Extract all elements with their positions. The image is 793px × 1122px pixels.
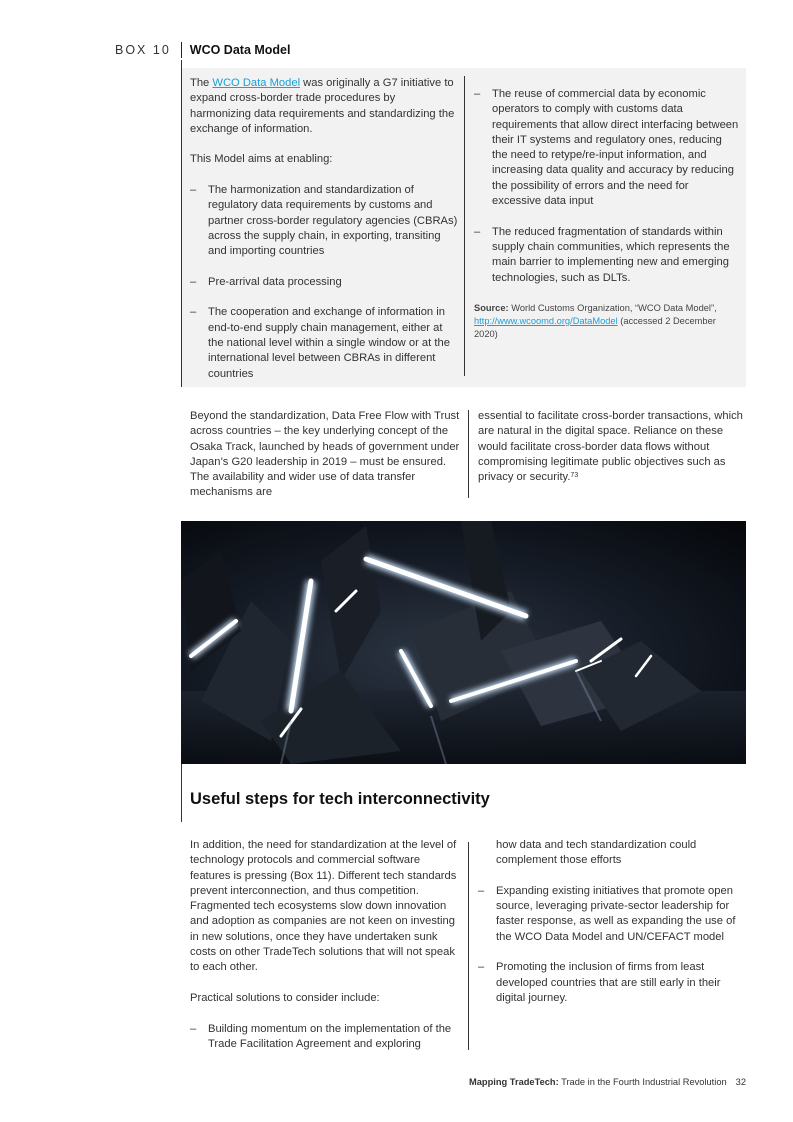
section-title: Useful steps for tech interconnectivity: [190, 790, 490, 808]
section-right-column: [478, 838, 746, 1006]
list-item: – Expanding existing initiatives that promote open source, leveraging private-sector leadership for faster response, as well as expanding the use of the WCO Data Model and UN/CEFACT model: [478, 884, 736, 943]
abstract-light-sculpture-image: [181, 521, 746, 764]
body-left-column: Beyond the standardization, Data Free Flow with Trust across countries – the key underlying concept of the Osaka Track, launched by heads of government under Japan’s G20 leadership in 2019 – must be ensured. The availability and wider use of data transfer mechanisms are: [190, 410, 460, 499]
list-item: – The cooperation and exchange of information in end-to-end supply chain management, either at the national level within a single window or at the international level between CBRAs in different countries: [190, 306, 450, 380]
box-title: WCO Data Model: [189, 43, 291, 57]
box-number: BOX 10: [115, 43, 171, 57]
list-item: – Building momentum on the implementation of the Trade Facilitation Agreement and exploring: [190, 1022, 452, 1050]
box-aims: This Model aims at enabling:: [190, 153, 333, 166]
section-paragraph: Practical solutions to consider include:: [190, 991, 380, 1004]
box-intro: The WCO Data Model was originally a G7 initiative to expand cross-border trade procedures by harmonizing data requirements and standardizing the exchange of information.: [190, 77, 455, 135]
section-continuation: how data and tech standardization could complement those efforts: [496, 839, 697, 867]
source-link[interactable]: http://www.wcoomd.org/DataModel: [474, 316, 618, 326]
body-right-column: essential to facilitate cross-border transactions, which are natural in the digital space. Reliance on these would facilitate cross-border data flows without compromising legitimate public objectives such as privacy or security.$^{73}$: [478, 410, 743, 484]
footnote-ref: 73: [570, 472, 579, 480]
box-column-divider: [464, 76, 465, 376]
list-item: – Pre-arrival data processing: [190, 275, 342, 288]
list-item: – The reduced fragmentation of standards within supply chain communities, which represents the main barrier to implementing new and emerging technologies, such as DLTs.: [474, 225, 730, 284]
section-paragraph: In addition, the need for standardization at the level of technology protocols and commercial software features is pressing (Box 11). Different tech standards prevent interconnection, and thus competition. Fragmented tech ecosystems slow down innovation and adoption as companies are not keen on investing in new solutions, once they have undertaken sunk costs on other TradeTech solutions that will not speak to each other.: [190, 839, 457, 974]
box-left-column: [190, 76, 458, 382]
section-left-rule: [181, 764, 182, 822]
page-footer: Mapping TradeTech: Trade in the Fourth Industrial Revolution 32: [468, 1077, 746, 1087]
list-item: – The reuse of commercial data by economic operators to comply with customs data requirements that allow direct interfacing between their IT systems and regulatory ones, reducing the need to retype/re-input information, and increasing data quality and accuracy by reducing the possibility of errors and the need for excessive data input: [474, 88, 739, 208]
box-right-column: [474, 87, 740, 286]
box-source: Source: World Customs Organization, “WCO Data Model”, http://www.wcoomd.org/DataModel (accessed 2 December 2020): [474, 303, 717, 339]
page-number: 32: [735, 1077, 746, 1087]
box-header-divider: [181, 42, 182, 58]
light-sculpture-illustration: [181, 521, 746, 764]
list-item: – The harmonization and standardization of regulatory data requirements by customs and partner cross-border regulatory agencies (CBRAs) across the supply chain, in exporting, transiting and importing countries: [190, 184, 458, 258]
wco-data-model-link[interactable]: WCO Data Model: [212, 77, 301, 89]
section-left-column: [190, 838, 462, 1052]
list-item: – Promoting the inclusion of firms from least developed countries that are still early in their digital journey.: [478, 961, 721, 1004]
body-column-divider: [468, 410, 469, 498]
section-column-divider: [468, 842, 469, 1050]
box-header: [115, 40, 290, 60]
